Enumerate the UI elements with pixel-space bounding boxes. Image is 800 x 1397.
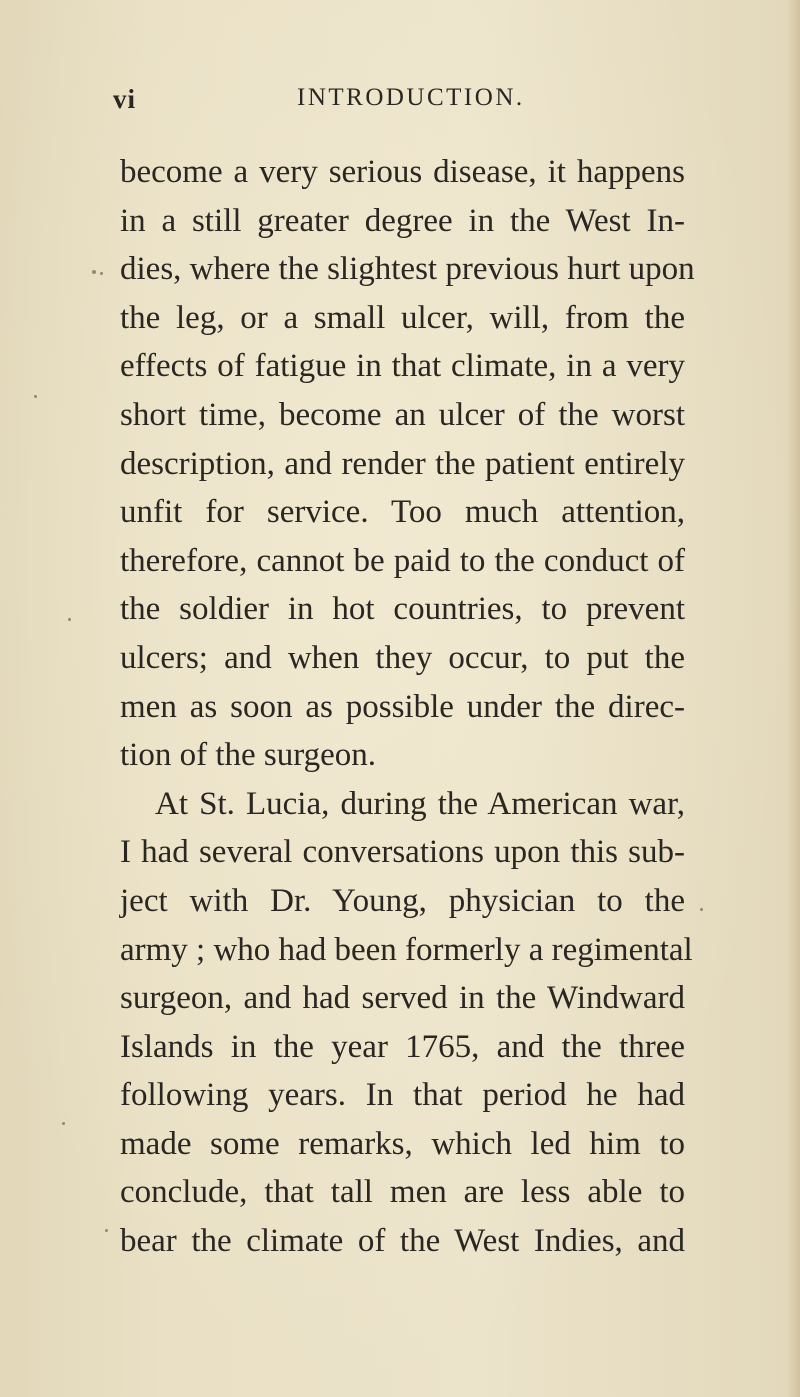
page-edge-shadow [786,0,800,1397]
text-line: ject with Dr. Young, physician to the [120,882,685,919]
page-number: vi [113,84,137,114]
paper-speck [34,395,37,398]
text-line: description, and render the patient entirely [120,445,685,482]
text-line: the leg, or a small ulcer, will, from the [120,299,685,336]
text-line: short time, become an ulcer of the worst [120,396,685,433]
text-line: surgeon, and had served in the Windward [120,980,685,1017]
paper-speck [62,1122,65,1125]
text-line: bear the climate of the West Indies, and [120,1223,685,1260]
text-line: tion of the surgeon. [120,737,377,774]
body-text [120,148,695,1266]
text-line: become a very serious disease, it happens [120,154,685,190]
paper-speck [100,272,103,275]
text-line: army ; who had been formerly a regimental [120,931,693,968]
text-line: in a still greater degree in the West In- [120,202,685,239]
text-line: dies, where the slightest previous hurt upon [120,251,695,288]
paper-speck [92,270,96,274]
text-line: conclude, that tall men are less able to [120,1174,685,1211]
page-header [0,84,800,124]
text-line: men as soon as possible under the direc- [120,688,685,725]
text-line: unfit for service. Too much attention, [120,494,685,531]
text-line: Islands in the year 1765, and the three [120,1028,685,1065]
running-head: INTRODUCTION. [297,84,525,111]
paper-speck [700,908,703,911]
text-line: At St. Lucia, during the American war, [155,785,685,822]
text-line: following years. In that period he had [120,1077,685,1114]
text-line: the soldier in hot countries, to prevent [120,591,685,628]
text-line: effects of fatigue in that climate, in a very [120,348,685,385]
text-line: ulcers; and when they occur, to put the [120,639,685,676]
text-line: I had several conversations upon this sub- [120,834,685,871]
text-line: therefore, cannot be paid to the conduct of [120,542,685,579]
paper-speck [68,618,71,621]
paper-speck [105,1229,108,1232]
text-line: made some remarks, which led him to [120,1125,685,1162]
